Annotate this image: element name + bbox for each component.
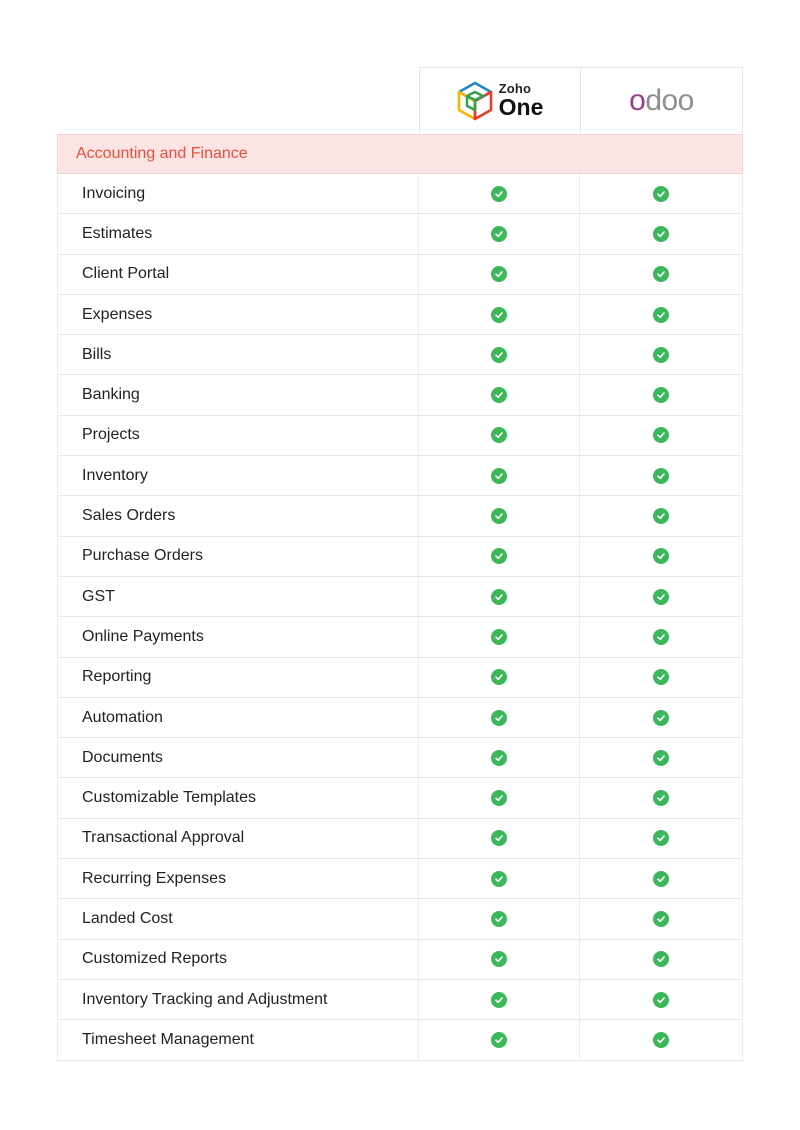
table-row — [57, 980, 743, 1020]
zoho-support-cell — [419, 859, 580, 898]
table-row — [57, 819, 743, 859]
check-circle-icon — [653, 1032, 669, 1048]
table-row — [57, 778, 743, 818]
table-row — [57, 738, 743, 778]
odoo-support-cell — [580, 778, 742, 817]
check-circle-icon — [491, 669, 507, 685]
check-circle-icon — [491, 710, 507, 726]
feature-name: Sales Orders — [58, 496, 419, 535]
feature-name: Landed Cost — [58, 899, 419, 938]
zoho-support-cell — [419, 295, 580, 334]
odoo-support-cell — [580, 859, 742, 898]
check-circle-icon — [491, 266, 507, 282]
check-circle-icon — [653, 669, 669, 685]
feature-name: Inventory Tracking and Adjustment — [58, 980, 419, 1019]
odoo-support-cell — [580, 980, 742, 1019]
zoho-support-cell — [419, 1020, 580, 1059]
feature-name: Timesheet Management — [58, 1020, 419, 1059]
check-circle-icon — [653, 347, 669, 363]
check-circle-icon — [653, 307, 669, 323]
feature-rows — [57, 174, 743, 1061]
zoho-support-cell — [419, 496, 580, 535]
table-row — [57, 174, 743, 214]
odoo-support-cell — [580, 456, 742, 495]
zoho-support-cell — [419, 577, 580, 616]
zoho-one-logo-cell — [419, 67, 581, 133]
odoo-support-cell — [580, 1020, 742, 1059]
odoo-support-cell — [580, 658, 742, 697]
zoho-support-cell — [419, 174, 580, 213]
zoho-support-cell — [419, 416, 580, 455]
check-circle-icon — [653, 427, 669, 443]
zoho-support-cell — [419, 375, 580, 414]
feature-name: Estimates — [58, 214, 419, 253]
check-circle-icon — [653, 226, 669, 242]
zoho-support-cell — [419, 214, 580, 253]
check-circle-icon — [653, 790, 669, 806]
table-row — [57, 698, 743, 738]
zoho-support-cell — [419, 940, 580, 979]
odoo-support-cell — [580, 899, 742, 938]
check-circle-icon — [653, 387, 669, 403]
feature-name: Expenses — [58, 295, 419, 334]
check-circle-icon — [491, 790, 507, 806]
header-row — [57, 67, 743, 134]
odoo-support-cell — [580, 819, 742, 858]
feature-name: Customized Reports — [58, 940, 419, 979]
check-circle-icon — [491, 347, 507, 363]
odoo-logo-rest: doo — [645, 83, 694, 117]
odoo-support-cell — [580, 214, 742, 253]
check-circle-icon — [491, 307, 507, 323]
check-circle-icon — [491, 911, 507, 927]
table-row — [57, 577, 743, 617]
feature-name: Client Portal — [58, 255, 419, 294]
check-circle-icon — [653, 468, 669, 484]
check-circle-icon — [491, 871, 507, 887]
table-row — [57, 859, 743, 899]
zoho-support-cell — [419, 255, 580, 294]
odoo-support-cell — [580, 174, 742, 213]
check-circle-icon — [653, 710, 669, 726]
feature-name: Projects — [58, 416, 419, 455]
odoo-logo-cell — [580, 67, 743, 133]
zoho-cube-icon — [457, 81, 493, 121]
check-circle-icon — [491, 468, 507, 484]
check-circle-icon — [653, 508, 669, 524]
table-row — [57, 375, 743, 415]
feature-name: Transactional Approval — [58, 819, 419, 858]
check-circle-icon — [653, 871, 669, 887]
check-circle-icon — [653, 911, 669, 927]
odoo-logo — [629, 83, 694, 117]
check-circle-icon — [491, 1032, 507, 1048]
odoo-support-cell — [580, 577, 742, 616]
odoo-support-cell — [580, 335, 742, 374]
zoho-support-cell — [419, 537, 580, 576]
zoho-support-cell — [419, 335, 580, 374]
feature-name: Purchase Orders — [58, 537, 419, 576]
check-circle-icon — [653, 992, 669, 1008]
zoho-support-cell — [419, 658, 580, 697]
table-row — [57, 537, 743, 577]
table-row — [57, 335, 743, 375]
check-circle-icon — [491, 951, 507, 967]
check-circle-icon — [653, 750, 669, 766]
zoho-support-cell — [419, 899, 580, 938]
check-circle-icon — [491, 508, 507, 524]
odoo-support-cell — [580, 496, 742, 535]
feature-name: Banking — [58, 375, 419, 414]
check-circle-icon — [653, 548, 669, 564]
check-circle-icon — [491, 427, 507, 443]
zoho-one-logo — [457, 81, 544, 121]
zoho-support-cell — [419, 738, 580, 777]
check-circle-icon — [491, 226, 507, 242]
check-circle-icon — [491, 750, 507, 766]
section-title: Accounting and Finance — [76, 145, 248, 162]
zoho-logo-small-text: Zoho — [498, 81, 532, 96]
check-circle-icon — [491, 548, 507, 564]
table-row — [57, 1020, 743, 1060]
odoo-support-cell — [580, 617, 742, 656]
feature-name: Reporting — [58, 658, 419, 697]
table-row — [57, 496, 743, 536]
check-circle-icon — [491, 387, 507, 403]
feature-name: Recurring Expenses — [58, 859, 419, 898]
table-row — [57, 658, 743, 698]
odoo-support-cell — [580, 375, 742, 414]
check-circle-icon — [653, 186, 669, 202]
odoo-support-cell — [580, 940, 742, 979]
odoo-support-cell — [580, 738, 742, 777]
odoo-support-cell — [580, 698, 742, 737]
odoo-support-cell — [580, 537, 742, 576]
check-circle-icon — [653, 629, 669, 645]
check-circle-icon — [491, 629, 507, 645]
feature-name: GST — [58, 577, 419, 616]
table-row — [57, 214, 743, 254]
zoho-support-cell — [419, 980, 580, 1019]
odoo-support-cell — [580, 295, 742, 334]
table-row — [57, 617, 743, 657]
zoho-support-cell — [419, 698, 580, 737]
zoho-logo-big-text: One — [498, 94, 544, 120]
check-circle-icon — [491, 186, 507, 202]
section-header — [57, 134, 743, 174]
check-circle-icon — [491, 992, 507, 1008]
check-circle-icon — [491, 589, 507, 605]
table-row — [57, 255, 743, 295]
odoo-logo-first: o — [629, 83, 646, 117]
feature-name: Online Payments — [58, 617, 419, 656]
check-circle-icon — [653, 589, 669, 605]
feature-name: Customizable Templates — [58, 778, 419, 817]
feature-name: Invoicing — [58, 174, 419, 213]
check-circle-icon — [491, 830, 507, 846]
feature-name: Automation — [58, 698, 419, 737]
feature-name: Inventory — [58, 456, 419, 495]
zoho-support-cell — [419, 819, 580, 858]
table-row — [57, 899, 743, 939]
check-circle-icon — [653, 266, 669, 282]
odoo-support-cell — [580, 416, 742, 455]
zoho-support-cell — [419, 617, 580, 656]
feature-name: Bills — [58, 335, 419, 374]
feature-name: Documents — [58, 738, 419, 777]
table-row — [57, 416, 743, 456]
comparison-table — [57, 67, 743, 1061]
check-circle-icon — [653, 830, 669, 846]
table-row — [57, 295, 743, 335]
table-row — [57, 940, 743, 980]
check-circle-icon — [653, 951, 669, 967]
zoho-support-cell — [419, 456, 580, 495]
table-row — [57, 456, 743, 496]
odoo-support-cell — [580, 255, 742, 294]
zoho-support-cell — [419, 778, 580, 817]
